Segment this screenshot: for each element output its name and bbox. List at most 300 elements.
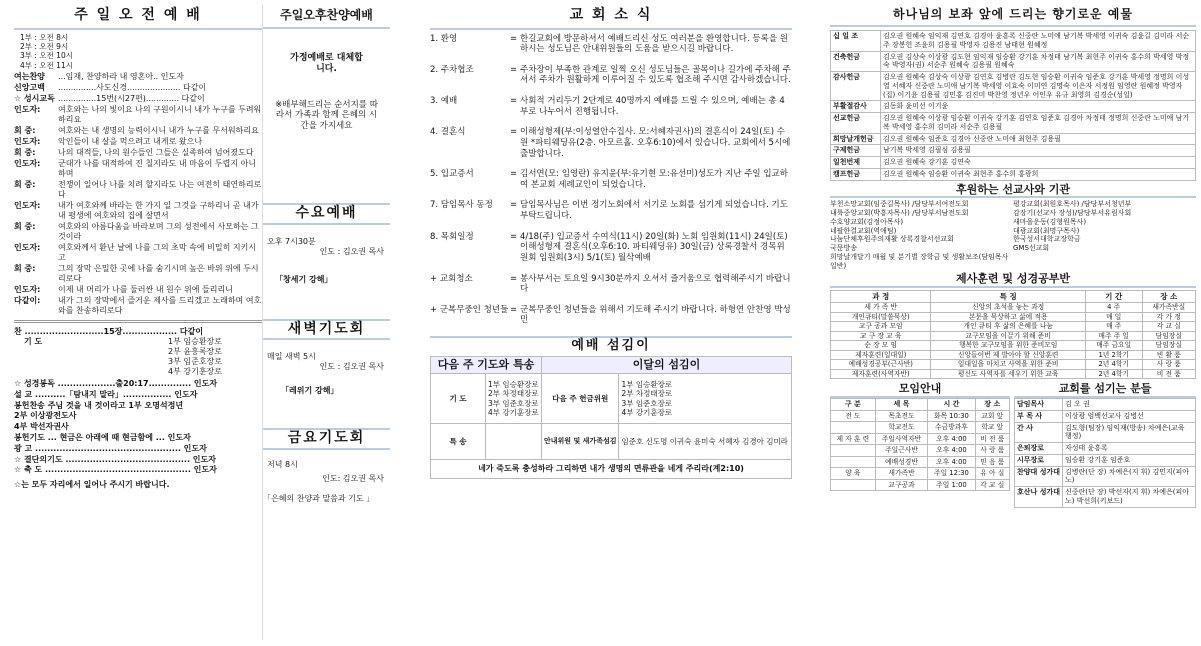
meeting-cell: 주일근사반 bbox=[875, 445, 928, 456]
offering-row bbox=[831, 168, 1196, 180]
news-list bbox=[430, 34, 792, 327]
offering-names: 김오권 원혜숙 이상광 임승환 이귀숙 강기훈 김연호 임준호 김경아 차정태 정명희 신중란 노미애 남기복 박세영 홍수희 김미라 서순주 김용필 bbox=[881, 113, 1196, 134]
training-cell: 비 전 룸 bbox=[1142, 369, 1195, 378]
prayer-item: 1부 임승환장로 bbox=[168, 337, 223, 346]
offering-label: 일천번제 bbox=[831, 157, 881, 169]
order-line bbox=[14, 126, 262, 136]
training-row bbox=[831, 350, 1196, 359]
news-label: 8. 목회일정 bbox=[430, 231, 474, 242]
offering-label: 다음 주 헌금위원 bbox=[541, 374, 619, 424]
server-names: 김 오 권 bbox=[1063, 399, 1196, 411]
training-table bbox=[830, 290, 1196, 379]
news-label: 3. 예배 bbox=[430, 96, 458, 106]
serve-table bbox=[430, 356, 792, 479]
meeting-row bbox=[831, 468, 1010, 479]
news-eq: = bbox=[510, 304, 518, 315]
order-line: 4부 박선자권사 bbox=[14, 422, 69, 432]
order-line bbox=[14, 285, 262, 295]
meeting-cell bbox=[831, 445, 876, 456]
news-item bbox=[430, 274, 792, 295]
news-eq: = bbox=[510, 96, 518, 106]
server-label: 찬양대 성가대 bbox=[1015, 466, 1063, 487]
support-item: 나눔단체후원주의재활 상록경찰서선교회 bbox=[830, 235, 954, 244]
news-item bbox=[430, 127, 792, 159]
offering-item: 1부 임승환장로 bbox=[621, 379, 673, 389]
order-text: 악인들이 내 살을 먹으려고 내게로 왔으나 bbox=[58, 137, 203, 146]
support-item: 대광교회(최명구목사) bbox=[1013, 226, 1080, 235]
prayer-label: 기 도 bbox=[431, 374, 486, 424]
training-cell: 빈 활 룸 bbox=[1142, 350, 1195, 359]
training-header-row bbox=[831, 291, 1196, 303]
meeting-header: 구 분 bbox=[831, 399, 876, 411]
friday-time: 저녁 8시 bbox=[267, 459, 298, 469]
news-item bbox=[430, 65, 792, 86]
server-label: 호산나 성가대 bbox=[1015, 487, 1063, 508]
order-label: ☆ 성시교독 bbox=[14, 94, 55, 103]
order-line: 2부 이상광전도사 bbox=[14, 411, 77, 421]
offering-row bbox=[831, 101, 1196, 113]
training-cell: 새 가 족 반 bbox=[831, 303, 931, 312]
meeting-header: 시 간 bbox=[928, 399, 975, 411]
order-text: 내가 여호와께 바라는 한 가지 일 그것을 구하리니 곧 내가 내 평생에 여호와의 집에 살면서 bbox=[58, 201, 259, 220]
order-text: ...............15번(시27편)............. 다같이 bbox=[58, 94, 205, 103]
order-label: 인도자: bbox=[14, 137, 41, 146]
meeting-cell: 예배성경반 bbox=[875, 456, 928, 467]
meeting-cell: 유 아 실 bbox=[975, 468, 1009, 479]
meeting-cell: 교구공과 bbox=[875, 479, 928, 490]
order-line bbox=[14, 296, 262, 316]
news-label: 7. 담임목사 동정 bbox=[430, 200, 493, 211]
order-text: 이제 내 머리가 나를 둘러싼 내 원수 위에 들리리니 bbox=[58, 285, 233, 294]
offering-names: 김동화 윤미선 이기윤 bbox=[881, 101, 1196, 113]
dawn-time: 매일 새벽 5시 bbox=[267, 352, 316, 362]
order-line bbox=[14, 243, 262, 263]
order-line: ☆ 축 도 ................................................ 인도자 bbox=[14, 465, 217, 475]
server-row bbox=[1015, 466, 1196, 487]
offering-label: 감사헌금 bbox=[831, 72, 881, 101]
support-item: 한국성서대학교장학금 bbox=[1013, 235, 1081, 244]
news-text: 이해성형제(부:이성열안수집사. 모:서혜자권사)의 결혼식이 24일(토) 수원 *파티웨딩유(2층. 아모르홀. 오후6:10)에서 있습니다. 교회에서 5시에 출발합니다. bbox=[520, 127, 791, 159]
offering-names: 남기복 박세영 김필심 김용필 bbox=[881, 145, 1196, 157]
training-row bbox=[831, 369, 1196, 378]
order-label: 인도자: bbox=[14, 285, 41, 294]
support-item: 평강교회(최원호목사) /담당부서청년부 bbox=[1013, 200, 1132, 209]
news-text: 4/18(주) 입교증서 수여식(11시) 20일(화) 노회 임원회(11시) 24일(토) 이해성형제 결혼식(오후6:10. 파티웨딩유) 30일(금) 상록경찰서 경목위원회 임원회(3시) 5/1(토) 월삭예배 bbox=[520, 231, 788, 263]
training-cell: 매주 주 일 bbox=[1085, 331, 1142, 340]
training-cell: 각 교 실 bbox=[1142, 322, 1195, 331]
offering-item: 4부 강기훈장로 bbox=[621, 407, 673, 417]
server-row bbox=[1015, 443, 1196, 455]
order-text: 여호와는 나의 빛이요 나의 구원이시니 내가 누구를 두려워하리요 bbox=[58, 105, 262, 124]
news-eq: = bbox=[510, 273, 518, 284]
meeting-cell: 학교전도 bbox=[875, 422, 928, 433]
news-item bbox=[430, 96, 792, 117]
meeting-row bbox=[831, 445, 1010, 456]
meeting-cell: 교회 앞 bbox=[975, 410, 1009, 421]
support-item: 내륙중앙교회(박흥자목사) /담당부서남전도회 bbox=[830, 209, 969, 217]
hymn-line: 찬 ..........................15장.................. 다같이 bbox=[14, 327, 204, 336]
news-item bbox=[430, 305, 792, 326]
order-text: 여호와의 아름다움을 바라보며 그의 성전에서 사모하는 그것이라 bbox=[58, 222, 259, 241]
training-header: 과 정 bbox=[831, 291, 931, 303]
training-title: 제사훈련 및 성경공부반 bbox=[830, 272, 1196, 288]
order-line: 설 교 ..........「탐내지 말라」................ 인도자 bbox=[14, 389, 198, 399]
order-line: 봉헌찬송 주님 것을 내 것이라고 1부 오명석정년 bbox=[14, 400, 184, 410]
prayer-item: 4부 강기훈장로 bbox=[488, 407, 539, 417]
order-line: 봉헌기도 ... 현금은 아래에 때 현금함에 ... 인도자 bbox=[14, 432, 191, 442]
training-cell: 새가족반실 bbox=[1142, 303, 1195, 312]
order-label: 회 중: bbox=[14, 126, 36, 135]
meeting-cell: 각 교 실 bbox=[975, 479, 1009, 490]
special-song-value bbox=[486, 424, 542, 460]
order-label: 신앙고백 bbox=[14, 83, 45, 92]
meeting-cell: 주일 1:00 bbox=[928, 479, 975, 490]
offering-label: 캠프헌금 bbox=[831, 168, 881, 180]
meeting-cell: 목초전도 bbox=[875, 410, 928, 421]
prayer-item: 3부 임준호장로 bbox=[168, 357, 223, 366]
service-times bbox=[14, 33, 262, 71]
order-label: 인도자: bbox=[14, 201, 41, 210]
order-line bbox=[14, 222, 262, 242]
training-row bbox=[831, 312, 1196, 321]
server-names: 김병란(단 장) 차예은(지 휘) 김민지(피아노) bbox=[1063, 466, 1196, 487]
server-row bbox=[1015, 454, 1196, 466]
training-cell: 담임장실 bbox=[1142, 331, 1195, 340]
friday-text: 「은혜의 찬양과 말씀과 기도 」 bbox=[263, 493, 375, 503]
support-item: 국문방송 bbox=[830, 244, 858, 252]
offerings-table bbox=[830, 30, 1196, 181]
training-cell: 사 랑 룸 bbox=[1142, 360, 1195, 369]
support-item: 새마을운동(김형원목사) bbox=[1013, 217, 1087, 226]
sunday-morning-title: 주 일 오 전 예 배 bbox=[14, 4, 262, 30]
afternoon-guide: ※배부해드리는 순서지를 따라서 가족과 함께 은혜의 시간을 가지세요 bbox=[275, 99, 378, 131]
meeting-cell: 전 도 bbox=[831, 410, 876, 421]
meeting-cell: 학교 앞 bbox=[975, 422, 1009, 433]
meeting-cell: 수금방과후 bbox=[928, 422, 975, 433]
news-item bbox=[430, 200, 792, 221]
training-cell: 매 일 bbox=[1085, 312, 1142, 321]
server-label: 담임목사 bbox=[1015, 399, 1063, 411]
order-line bbox=[14, 159, 262, 179]
service-order-bottom bbox=[14, 379, 262, 476]
training-cell: 제자훈련(일대일) bbox=[831, 350, 931, 359]
other-services-column bbox=[262, 4, 390, 640]
order-line bbox=[14, 83, 262, 93]
support-item: GMS선교회 bbox=[1013, 244, 1050, 252]
sunday-morning-column bbox=[14, 4, 262, 640]
support-list-left bbox=[830, 200, 1013, 270]
offering-row bbox=[831, 133, 1196, 145]
meeting-cell: 주일 12:30 bbox=[928, 468, 975, 479]
order-line: ☆ 결단의기도 ......................................... 인도자 bbox=[14, 454, 216, 464]
server-names: 신중란(단 장) 박선자(지 휘) 차예은(피아노) 박선희(키보드) bbox=[1063, 487, 1196, 508]
training-cell: 각 가 정 bbox=[1142, 312, 1195, 321]
training-header: 기 간 bbox=[1085, 291, 1142, 303]
order-label: 다같이: bbox=[14, 296, 41, 305]
service-time: 1부 : 오전 8시 bbox=[20, 32, 69, 42]
training-cell: 교구 공과 모임 bbox=[831, 322, 931, 331]
offering-label: 구제헌금 bbox=[831, 145, 881, 157]
offering-row bbox=[831, 72, 1196, 101]
offering-list bbox=[619, 374, 792, 424]
training-cell: 신앙의 초석을 놓는 과정 bbox=[931, 303, 1085, 312]
offering-label: 건축헌금 bbox=[831, 51, 881, 72]
friday-title: 금요기도회 bbox=[263, 428, 390, 450]
news-text: 군복무중인 청년들을 위해서 기도해 주시기 바랍니다. 하형연 안찬영 박성민 bbox=[520, 304, 791, 326]
news-item bbox=[430, 34, 792, 55]
support-item: 희망날개달기 매월 및 분기별 장학금 및 생활보조(담임목사 일반) bbox=[830, 252, 1009, 270]
prayer-label: 기 도 bbox=[24, 337, 43, 346]
training-row bbox=[831, 341, 1196, 350]
wednesday-time: 오후 7시30분 bbox=[267, 236, 316, 246]
order-text: ...............사도신경..................... 다같이 bbox=[58, 83, 207, 92]
server-names: 임승환 강기훈 임준호 bbox=[1063, 454, 1196, 466]
training-cell: 본문을 묵상하고 삶에 적용 bbox=[931, 312, 1085, 321]
news-eq: = bbox=[510, 33, 518, 44]
training-cell: 개인큐티(말씀묵상) bbox=[831, 312, 931, 321]
order-line bbox=[14, 72, 262, 82]
training-row bbox=[831, 331, 1196, 340]
training-row bbox=[831, 303, 1196, 312]
meeting-cell: 제 자 훈 련 bbox=[831, 433, 876, 444]
meeting-header: 장 소 bbox=[975, 399, 1009, 411]
meeting-row bbox=[831, 422, 1010, 433]
training-cell: 일대일을 마치고 사역을 위한 준비 bbox=[931, 360, 1085, 369]
offering-label: 희망날개헌금 bbox=[831, 133, 881, 145]
training-cell: 제자훈련(사역자반) bbox=[831, 369, 931, 378]
support-title: 후원하는 선교사와 기관 bbox=[830, 183, 1196, 199]
meeting-cell: 오후 4:00 bbox=[928, 456, 975, 467]
serve-title: 예배 섬김이 bbox=[430, 336, 792, 354]
order-line bbox=[14, 137, 262, 147]
meeting-cell: 주일사역자반 bbox=[875, 433, 928, 444]
order-line bbox=[14, 148, 262, 158]
order-label: 인도자: bbox=[14, 243, 41, 252]
order-text: 여호와는 내 생명의 능력이시니 내가 누구를 무서워하리요 bbox=[58, 126, 259, 135]
order-text: 나의 대적들, 나의 원수들인 그들은 실족하여 넘어졌도다 bbox=[58, 148, 254, 157]
server-label: 간 사 bbox=[1015, 422, 1063, 443]
news-text: 봉사부서는 토요일 9시30분까지 오셔서 즐거움으로 협력해주시기 바랍니다 bbox=[520, 273, 791, 295]
afternoon-notice: 가정예배로 대체합니다. bbox=[290, 53, 363, 75]
offering-names: 김오권 원혜숙 임준호 김경아 신중란 노미애 최현주 김용필 bbox=[881, 133, 1196, 145]
training-cell: 신앙들이번 제 발아야 할 신앙훈련 bbox=[931, 350, 1085, 359]
order-line bbox=[14, 264, 262, 284]
training-cell: 교 구 장 교 육 bbox=[831, 331, 931, 340]
offering-row bbox=[831, 157, 1196, 169]
news-eq: = bbox=[510, 200, 518, 211]
meeting-cell bbox=[831, 479, 876, 490]
order-text: ...임재, 찬양하라 내 영혼아.. 인도자 bbox=[58, 72, 184, 81]
training-cell: 행복한 교구모임을 위한 준비모임 bbox=[931, 341, 1085, 350]
support-item: 수호양교회(김정아목사) bbox=[830, 217, 904, 226]
offering-item: 2부 차정태장로 bbox=[621, 389, 673, 399]
meeting-row bbox=[831, 433, 1010, 444]
meeting-cell bbox=[831, 456, 876, 467]
order-text: 내가 그의 장막에서 즐거운 제사를 드리겠고 노래하며 여호와를 찬송하리로다 bbox=[58, 296, 262, 315]
meeting-header-row bbox=[831, 399, 1010, 411]
meeting-title: 모임안내 bbox=[830, 382, 1010, 398]
order-line bbox=[14, 180, 262, 200]
news-eq: = bbox=[510, 127, 518, 138]
news-item bbox=[430, 232, 792, 264]
order-label: 인도자: bbox=[14, 105, 41, 114]
news-eq: = bbox=[510, 64, 518, 75]
service-order bbox=[14, 72, 262, 316]
servers-table bbox=[1014, 398, 1196, 508]
news-eq: = bbox=[510, 169, 518, 180]
training-cell: 1년 2학기 bbox=[1085, 350, 1142, 359]
prayer-list bbox=[168, 337, 222, 377]
news-label: 4. 결혼식 bbox=[430, 127, 466, 138]
friday-leader: 인도: 김오권 목사 bbox=[322, 473, 384, 483]
offering-item: 3부 임준호장로 bbox=[621, 398, 673, 408]
sunday-afternoon-title: 주일오후찬양예배 bbox=[263, 4, 390, 29]
meeting-cell: 믿 음 룸 bbox=[975, 456, 1009, 467]
server-row bbox=[1015, 487, 1196, 508]
training-cell: 2년 4학기 bbox=[1085, 360, 1142, 369]
training-cell: 매 주 bbox=[1085, 322, 1142, 331]
prayer-item: 2부 윤흥록장로 bbox=[168, 347, 223, 356]
meeting-cell: 양 육 bbox=[831, 468, 876, 479]
training-cell: 평신도 사역자를 세우기 위한 교육 bbox=[931, 369, 1085, 378]
service-time: 4부 : 오전 11시 bbox=[20, 60, 73, 70]
training-cell: 예배성경공부(근사반) bbox=[831, 360, 931, 369]
order-label: 인도자: bbox=[14, 159, 41, 168]
offering-names: 김오권 원혜숙 김상숙 이상광 김연호 김병란 김도현 임승환 이귀숙 임준호 강기훈 박세영 정명희 이성열 서혜자 신중란 노미애 남기복 박세영 이효숙 이미연 김명숙 이은자 서정원 임영란 원혜정 박영자(집) 이기윤 김용필 김민홍 김진미 박찬영 정년우 어인우 유규 최영희 김경순(성일) bbox=[881, 72, 1196, 101]
offering-row bbox=[831, 51, 1196, 72]
training-header: 특 징 bbox=[931, 291, 1085, 303]
offering-row bbox=[831, 113, 1196, 134]
dawn-leader: 인도 : 김오권 목사 bbox=[319, 362, 384, 372]
offering-label: 부활절감사 bbox=[831, 101, 881, 113]
server-row bbox=[1015, 422, 1196, 443]
server-names: 김도형(팀장) 임익재(방송) 차예은(교육 행정) bbox=[1063, 422, 1196, 443]
offering-names: 김오권 원혜숙 강기훈 김연숙 bbox=[881, 157, 1196, 169]
footer-note: ☆는 모두 자리에서 일어나 주시기 바랍니다. bbox=[14, 480, 170, 490]
order-text: 군대가 나를 대적하여 진 칠지라도 내 마음이 두렵지 아니하며 bbox=[58, 159, 257, 178]
meeting-cell: 비 전 룸 bbox=[975, 433, 1009, 444]
order-label: 회 중: bbox=[14, 148, 36, 157]
meeting-table bbox=[830, 398, 1010, 491]
server-label: 은퇴장로 bbox=[1015, 443, 1063, 455]
offering-label: 선교헌금 bbox=[831, 113, 881, 134]
order-line bbox=[14, 94, 262, 104]
offering-row bbox=[831, 145, 1196, 157]
this-month-header: 이달의 섬김이 bbox=[541, 357, 791, 374]
service-time: 2부 : 오전 9시 bbox=[20, 41, 69, 51]
offering-row bbox=[831, 31, 1196, 52]
news-text: 담임목사님은 이번 정기노회에서 서기로 노회를 섬기게 되었습니다. 기도부탁드립니다. bbox=[520, 200, 788, 221]
support-item: 네팔한결교회(역애팀) bbox=[830, 226, 897, 235]
server-label: 시무장로 bbox=[1015, 454, 1063, 466]
news-item bbox=[430, 169, 792, 190]
dawn-title: 새벽기도회 bbox=[263, 319, 390, 341]
order-line: ☆ 성경봉독 ...................출20:17.............. 인도자 bbox=[14, 379, 218, 388]
order-line bbox=[14, 201, 262, 221]
news-text: 한길교회에 방문하셔서 예배드리신 성도 여러분을 환영합니다. 등록을 원하시는 성도님은 안내위원들의 도움을 받으시길 바랍니다. bbox=[520, 33, 788, 55]
news-eq: = bbox=[510, 231, 518, 242]
offering-names: 김오권 원혜숙 임익재 김연호 김경아 윤흥록 신중란 노미애 남기복 박세영 이귀숙 김윤길 김미라 서순주 장봉헌 조윤희 김용필 박영자 김용진 남태현 원혜정 bbox=[881, 31, 1196, 52]
prayer-item: 4부 강기훈장로 bbox=[168, 367, 223, 376]
memory-verse: 네가 죽도록 충성하라 그리하면 내가 생명의 면류관을 네게 주리라(계2:10) bbox=[431, 460, 792, 479]
meeting-cell: 새가족반 bbox=[875, 468, 928, 479]
meeting-cell bbox=[831, 422, 876, 433]
prayer-item: 2부 차정태장로 bbox=[488, 389, 539, 399]
meeting-row bbox=[831, 456, 1010, 467]
prayer-item: 3부 임준호장로 bbox=[488, 398, 539, 408]
news-label: 2. 주차협조 bbox=[430, 64, 474, 75]
meeting-cell: 사 랑 룸 bbox=[975, 445, 1009, 456]
service-time: 3부 : 오전 10시 bbox=[20, 51, 73, 61]
meeting-header: 세 목 bbox=[875, 399, 928, 411]
meeting-cell: 오후 4:00 bbox=[928, 445, 975, 456]
order-text: 그의 장막 은밀한 곳에 나를 숨기시며 높은 바위 위에 두시리로다 bbox=[58, 264, 259, 283]
server-names: 이상광 엄백선교사 김병선 bbox=[1063, 410, 1196, 422]
next-week-header: 다음 주 기도와 특송 bbox=[431, 357, 542, 374]
news-label: + 군복무중인 청년들 bbox=[430, 304, 509, 315]
servers-title: 교회를 섬기는 분들 bbox=[1014, 382, 1196, 398]
prayer-list bbox=[486, 374, 542, 424]
guide-list: 임준호 신도명 이귀숙 윤미숙 서혜자 김경아 김미라 bbox=[619, 424, 792, 460]
meeting-cell: 화목 10:30 bbox=[928, 410, 975, 421]
meeting-row bbox=[831, 410, 1010, 421]
news-label: 1. 환영 bbox=[430, 33, 458, 44]
news-text: 사회적 거리두기 2단계로 40명까지 예배를 드릴 수 있으며, 예배는 총 4부로 나누어서 진행됩니다. bbox=[520, 96, 785, 117]
training-cell: 개인 큐티 후 삶의 은혜를 나눔 bbox=[931, 322, 1085, 331]
training-row bbox=[831, 360, 1196, 369]
order-label: 회 중: bbox=[14, 222, 36, 231]
meeting-cell: 오후 4:00 bbox=[928, 433, 975, 444]
wednesday-text: 「창세기 강해」 bbox=[275, 274, 333, 284]
news-label: 5. 입교증서 bbox=[430, 169, 474, 180]
order-text: 전쟁이 일어나 나를 치려 할지라도 나는 여전히 태연하리로다 bbox=[58, 180, 262, 199]
church-news-column bbox=[430, 4, 792, 640]
news-text: 김서연(모: 임영란) 유지윤(부:유기현 모:유선미)성도가 지난 주일 입교하여 본교회 세례교인이 되었습니다. bbox=[520, 169, 788, 190]
church-news-title: 교 회 소 식 bbox=[430, 4, 792, 30]
offerings-title: 하나님의 보좌 앞에 드리는 향기로운 예물 bbox=[830, 4, 1196, 27]
order-line: 광 고 ................................................ 인도자 bbox=[14, 443, 207, 453]
wednesday-leader: 인도 : 김오권 목사 bbox=[319, 246, 384, 256]
wednesday-title: 수요예배 bbox=[263, 203, 390, 225]
offering-names: 김오권 원혜숙 임승환 이귀숙 최현주 홍수희 홍광희 bbox=[881, 168, 1196, 180]
guide-label: 안내위원 및 새가족섬김 bbox=[541, 424, 619, 460]
support-list-right bbox=[1013, 200, 1196, 270]
training-cell: 교구모임을 이끌기 위해 준비 bbox=[931, 331, 1085, 340]
offering-names: 김오권 김상숙 이상광 김도현 임익재 임승환 강기훈 차정태 남기복 최현주 이귀숙 홍수희 박세영 박정숙 박영자(권) 서순주 원혜숙 김용필 원혜숙 bbox=[881, 51, 1196, 72]
training-header: 장 소 bbox=[1142, 291, 1195, 303]
order-label: 여는찬양 bbox=[14, 72, 45, 81]
server-label: 부 목 사 bbox=[1015, 410, 1063, 422]
support-item: 감장기(선교사 장성)/담당부서유림사회 bbox=[1013, 209, 1132, 217]
special-song-label: 특 송 bbox=[431, 424, 486, 460]
server-row bbox=[1015, 399, 1196, 411]
server-row bbox=[1015, 410, 1196, 422]
training-row bbox=[831, 322, 1196, 331]
order-line bbox=[14, 105, 262, 125]
offering-label: 십 일 조 bbox=[831, 31, 881, 52]
training-cell: 매주 금요일 bbox=[1085, 341, 1142, 350]
order-label: 회 중: bbox=[14, 264, 36, 273]
training-cell: 2년 4학기 bbox=[1085, 369, 1142, 378]
news-text: 주차장이 부족한 관계로 일찍 오신 성도님들은 골목이나 길가에 주차해 주셔서 주차가 원활하게 이루어질 수 있도록 협조해 주시면 감사하겠습니다. bbox=[520, 64, 791, 86]
prayer-item: 1부 임승환장로 bbox=[488, 379, 539, 389]
support-item: 부천소망교회(임중길목사) /담당부서여전도회 bbox=[830, 200, 969, 209]
order-text: 여호와께서 환난 날에 나를 그의 초막 속에 비밀히 지키시고 bbox=[58, 243, 257, 262]
server-names: 자성태 윤흥록 bbox=[1063, 443, 1196, 455]
training-cell: 담임장실 bbox=[1142, 341, 1195, 350]
training-cell: 순 장 모 임 bbox=[831, 341, 931, 350]
training-cell: 4 주 bbox=[1085, 303, 1142, 312]
